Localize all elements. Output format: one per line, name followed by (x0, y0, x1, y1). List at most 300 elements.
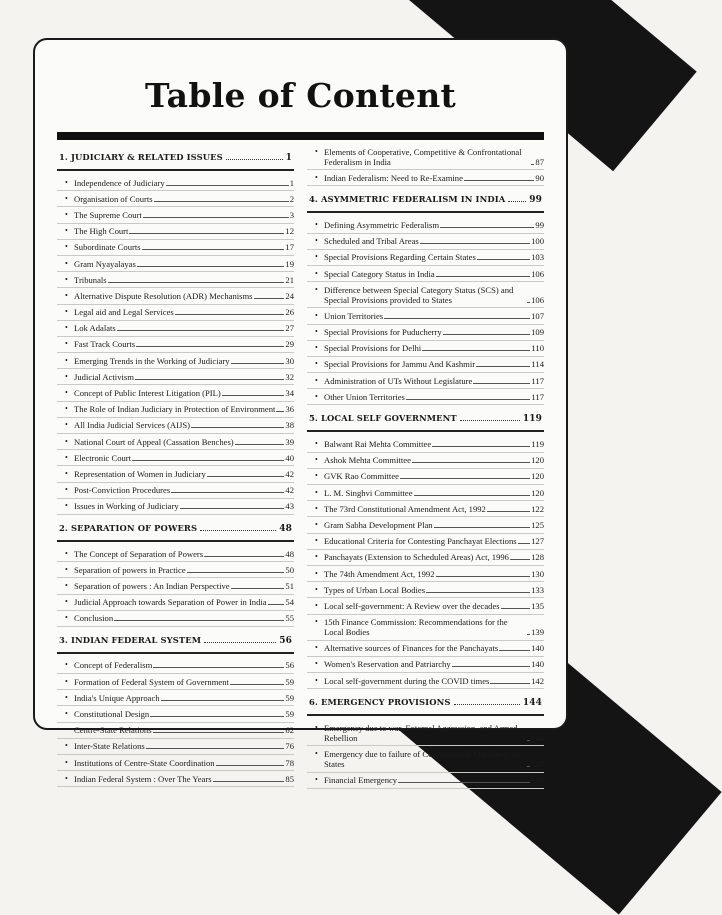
bullet-icon: • (315, 584, 318, 594)
entry-label: Special Category Status in India (324, 268, 435, 279)
entry-leader-line (527, 740, 530, 741)
entry-page-number: 56 (285, 660, 294, 671)
bullet-icon: • (315, 310, 318, 320)
entry-page-number: 87 (535, 156, 544, 167)
bullet-icon: • (65, 355, 68, 365)
entry-label: The Concept of Separation of Powers (74, 548, 204, 559)
section-title: 5. LOCAL SELF GOVERNMENT (309, 413, 457, 424)
entry-leader-line (400, 478, 530, 479)
entry-page-number: 117 (531, 375, 544, 386)
bullet-icon: • (65, 597, 68, 607)
bullet-icon: • (65, 339, 68, 349)
entry-label: Defining Asymmetric Federalism (324, 219, 440, 230)
entry-page-number: 32 (285, 371, 294, 382)
bullet-icon: • (315, 775, 318, 785)
entry-label: Alternative Dispute Resolution (ADR) Mechanisms (74, 290, 253, 301)
toc-card (33, 38, 568, 786)
toc-entry[interactable] (307, 673, 544, 689)
bullet-icon: • (315, 536, 318, 546)
entry-leader-line (490, 683, 530, 684)
toc-entry[interactable] (307, 373, 544, 389)
entry-page-number: 114 (531, 359, 544, 370)
entry-page-number: 78 (285, 757, 294, 768)
entry-page-number: 144 (531, 732, 544, 743)
dot-leader (204, 637, 276, 643)
entry-leader-line (426, 592, 530, 593)
entry-leader-line (527, 302, 530, 303)
bullet-icon: • (315, 552, 318, 562)
toc-entry[interactable] (57, 706, 294, 722)
toc-entry[interactable] (57, 385, 294, 401)
bullet-icon: • (65, 371, 68, 381)
bullet-icon: • (65, 436, 68, 446)
entry-page-number: 24 (285, 290, 294, 301)
entry-page-number: 90 (535, 172, 544, 183)
bullet-icon: • (65, 404, 68, 414)
entry-label: Issues in Working of Judiciary (74, 501, 179, 512)
bullet-icon: • (65, 468, 68, 478)
entry-page-number: 29 (285, 339, 294, 350)
dot-leader (200, 525, 276, 531)
toc-entry[interactable] (57, 256, 294, 272)
bullet-icon: • (315, 617, 318, 627)
entry-label: Alternative sources of Finances for the Panchayats (324, 643, 499, 654)
entry-leader-line (143, 217, 289, 218)
entry-label: Other Union Territories (324, 391, 405, 402)
entry-page-number: 17 (285, 242, 294, 253)
entry-leader-line (175, 314, 285, 315)
section-heading[interactable] (57, 627, 294, 654)
bullet-icon: • (315, 455, 318, 465)
entry-label: Indian Federal System : Over The Years (74, 773, 212, 784)
entry-page-number: 54 (285, 597, 294, 608)
toc-entry[interactable] (57, 434, 294, 450)
bullet-icon: • (315, 172, 318, 182)
entry-leader-line (499, 650, 530, 651)
entry-leader-line (216, 765, 285, 766)
bullet-icon: • (315, 503, 318, 513)
entry-leader-line (398, 782, 530, 783)
bullet-icon: • (315, 268, 318, 278)
entry-label: Special Provisions for Jammu And Kashmir (324, 359, 476, 370)
entry-leader-line (452, 666, 530, 667)
bullet-icon: • (315, 487, 318, 497)
bullet-icon: • (65, 725, 68, 735)
entry-page-number: 76 (285, 741, 294, 752)
toc-entry[interactable] (57, 690, 294, 706)
entry-page-number: 106 (531, 268, 544, 279)
toc-columns (57, 144, 544, 789)
entry-page-number: 19 (285, 258, 294, 269)
bullet-icon: • (65, 613, 68, 623)
bullet-icon: • (315, 375, 318, 385)
toc-entry[interactable] (307, 501, 544, 517)
toc-entry[interactable] (307, 250, 544, 266)
entry-leader-line (150, 716, 284, 717)
toc-entry[interactable] (307, 746, 544, 772)
bullet-icon: • (65, 485, 68, 495)
bullet-icon: • (65, 177, 68, 187)
toc-entry[interactable] (57, 499, 294, 515)
entry-leader-line (166, 185, 289, 186)
bullet-icon: • (65, 501, 68, 511)
entry-page-number: 27 (285, 323, 294, 334)
bullet-icon: • (65, 548, 68, 558)
toc-entry[interactable] (57, 739, 294, 755)
bullet-icon: • (315, 675, 318, 685)
section-page-number: 48 (279, 523, 292, 534)
bullet-icon: • (315, 749, 318, 759)
bullet-icon: • (65, 226, 68, 236)
entry-label: Institutions of Centre-State Coordination (74, 757, 215, 768)
entry-leader-line (235, 444, 285, 445)
toc-entry[interactable] (307, 641, 544, 657)
entry-label: Formation of Federal System of Government (74, 676, 229, 687)
bullet-icon: • (315, 659, 318, 669)
entry-leader-line (527, 634, 530, 635)
toc-entry[interactable] (57, 240, 294, 256)
entry-label: Scheduled and Tribal Areas (324, 236, 419, 247)
toc-entry[interactable] (57, 578, 294, 594)
toc-entry[interactable] (57, 321, 294, 337)
toc-entry[interactable] (307, 308, 544, 324)
entry-leader-line (129, 233, 284, 234)
entry-page-number: 42 (285, 485, 294, 496)
entry-label: Representation of Women in Judiciary (74, 468, 206, 479)
entry-leader-line (191, 427, 284, 428)
bullet-icon: • (65, 193, 68, 203)
entry-leader-line (531, 164, 534, 165)
section-heading[interactable] (57, 144, 294, 171)
entry-label: Women's Reservation and Patriarchy (324, 659, 451, 670)
entry-label: Conclusion (74, 613, 114, 624)
toc-entry[interactable] (307, 453, 544, 469)
entry-leader-line (501, 608, 530, 609)
entry-leader-line (464, 180, 535, 181)
entry-leader-line (154, 201, 289, 202)
section-page-number: 144 (522, 698, 542, 709)
bullet-icon: • (65, 660, 68, 670)
entry-label: Separation of powers : An Indian Perspective (74, 580, 230, 591)
bullet-icon: • (315, 327, 318, 337)
entry-label: Post-Conviction Procedures (74, 485, 171, 496)
bullet-icon: • (65, 388, 68, 398)
bullet-icon: • (315, 391, 318, 401)
bullet-icon: • (315, 343, 318, 353)
toc-entry[interactable] (57, 658, 294, 674)
bullet-icon: • (315, 284, 318, 294)
toc-entry[interactable] (57, 272, 294, 288)
entry-page-number: 12 (285, 226, 294, 237)
section-heading[interactable] (57, 515, 294, 542)
entry-label: Emerging Trends in the Working of Judiciary (74, 355, 230, 366)
toc-entry[interactable] (57, 595, 294, 611)
entry-page-number: 142 (531, 675, 544, 686)
entry-label: Independence of Judiciary (74, 177, 165, 188)
toc-entry[interactable] (57, 207, 294, 223)
entry-page-number: 50 (285, 564, 294, 575)
toc-entry[interactable] (57, 288, 294, 304)
toc-entry[interactable] (307, 325, 544, 341)
entry-page-number: 43 (285, 501, 294, 512)
toc-entry[interactable] (307, 282, 544, 308)
toc-entry[interactable] (307, 615, 544, 641)
dot-leader (226, 154, 283, 160)
title-rule (57, 132, 544, 140)
entry-label: National Court of Appeal (Cassation Benches) (74, 436, 234, 447)
entry-page-number: 21 (285, 274, 294, 285)
entry-label: The High Court (74, 226, 129, 237)
entry-leader-line (420, 243, 530, 244)
entry-page-number: 99 (535, 219, 544, 230)
toc-entry[interactable] (307, 217, 544, 233)
entry-page-number: 3 (289, 209, 294, 220)
entry-label: Balwant Rai Mehta Committee (324, 439, 432, 450)
entry-label: The Supreme Court (74, 209, 142, 220)
bullet-icon: • (315, 568, 318, 578)
toc-entry[interactable] (57, 755, 294, 771)
entry-page-number: 51 (285, 580, 294, 591)
entry-page-number: 122 (531, 503, 544, 514)
toc-entry[interactable] (57, 369, 294, 385)
entry-page-number: 130 (531, 568, 544, 579)
toc-entry[interactable] (307, 598, 544, 614)
entry-leader-line (254, 298, 285, 299)
entry-label: Emergency due to war, External Aggression, and Armed Rebellion (324, 722, 518, 743)
entry-leader-line (276, 411, 284, 412)
toc-left-column (57, 144, 294, 789)
entry-label: Separation of powers in Practice (74, 564, 186, 575)
bullet-icon: • (315, 439, 318, 449)
toc-entry[interactable] (307, 720, 544, 746)
entry-page-number: 147 (531, 759, 544, 770)
toc-entry[interactable] (57, 562, 294, 578)
bullet-icon: • (315, 600, 318, 610)
entry-leader-line (146, 748, 285, 749)
entry-page-number: 107 (531, 310, 544, 321)
entry-page-number: 139 (531, 627, 544, 638)
section-title: 2. SEPARATION OF POWERS (59, 522, 198, 533)
entry-page-number: 140 (531, 643, 544, 654)
entry-label: Centre-State Relations (74, 725, 152, 736)
toc-entry[interactable] (307, 469, 544, 485)
toc-entry[interactable] (57, 224, 294, 240)
bullet-icon: • (65, 420, 68, 430)
toc-entry[interactable] (307, 357, 544, 373)
entry-page-number: 38 (285, 420, 294, 431)
dot-leader (508, 196, 526, 202)
entry-label: Fast Track Courts (74, 339, 136, 350)
entry-page-number: 59 (285, 709, 294, 720)
bullet-icon: • (315, 471, 318, 481)
entry-page-number: 119 (531, 439, 544, 450)
section-heading[interactable] (307, 405, 544, 432)
entry-page-number: 36 (285, 404, 294, 415)
entry-page-number: 103 (531, 252, 544, 263)
entry-label: Panchayats (Extension to Scheduled Areas) Act, 1996 (324, 552, 509, 563)
toc-entry[interactable] (57, 483, 294, 499)
entry-leader-line (136, 346, 284, 347)
toc-right-column (307, 144, 544, 789)
entry-page-number: 55 (285, 613, 294, 624)
entry-label: Judicial Approach towards Separation of Power in India (74, 597, 267, 608)
entry-label: Judicial Activism (74, 371, 134, 382)
bullet-icon: • (65, 709, 68, 719)
entry-page-number: 2 (289, 193, 294, 204)
toc-entry[interactable] (57, 546, 294, 562)
entry-leader-line (132, 460, 284, 461)
entry-page-number: 125 (531, 519, 544, 530)
toc-entry[interactable] (307, 144, 544, 170)
bullet-icon: • (65, 773, 68, 783)
entry-leader-line (487, 511, 530, 512)
entry-label: Inter-State Relations (74, 741, 145, 752)
entry-leader-line (422, 350, 530, 351)
bullet-icon: • (65, 741, 68, 751)
bullet-icon: • (65, 452, 68, 462)
entry-leader-line (114, 620, 284, 621)
bullet-icon: • (315, 146, 318, 156)
toc-entry[interactable] (57, 674, 294, 690)
entry-page-number: 106 (531, 294, 544, 305)
entry-page-number: 133 (531, 584, 544, 595)
entry-label: The 73rd Constitutional Amendment Act, 1992 (324, 503, 486, 514)
entry-page-number: 39 (285, 436, 294, 447)
entry-label: Concept of Federalism (74, 660, 153, 671)
entry-leader-line (436, 576, 531, 577)
entry-leader-line (117, 330, 285, 331)
bullet-icon: • (65, 242, 68, 252)
entry-label: Elements of Cooperative, Competitive & Confrontational Federalism in India (324, 146, 522, 167)
bullet-icon: • (315, 219, 318, 229)
toc-entry[interactable] (57, 191, 294, 207)
section-title: 4. ASYMMETRIC FEDERALISM IN INDIA (309, 194, 506, 205)
toc-entry[interactable] (307, 485, 544, 501)
section-heading[interactable] (307, 689, 544, 716)
toc-entry[interactable] (57, 402, 294, 418)
toc-entry[interactable] (307, 657, 544, 673)
entry-leader-line (476, 366, 530, 367)
toc-entry[interactable] (57, 353, 294, 369)
entry-label: Organisation of Courts (74, 193, 153, 204)
entry-leader-line (384, 318, 530, 319)
bullet-icon: • (65, 274, 68, 284)
entry-label: All India Judicial Services (AIJS) (74, 420, 190, 431)
toc-entry[interactable] (57, 611, 294, 627)
entry-page-number: 120 (531, 487, 544, 498)
bullet-icon: • (65, 580, 68, 590)
toc-entry[interactable] (307, 773, 544, 789)
section-page-number: 56 (279, 635, 292, 646)
entry-page-number: 1 (289, 177, 294, 188)
toc-entry[interactable] (307, 517, 544, 533)
entry-label: 15th Finance Commission: Recommendations for the Local Bodies (324, 617, 508, 638)
toc-entry[interactable] (307, 550, 544, 566)
toc-entry[interactable] (307, 389, 544, 405)
entry-leader-line (153, 667, 284, 668)
entry-label: India's Unique Approach (74, 692, 160, 703)
section-title: 3. INDIAN FEDERAL SYSTEM (59, 634, 202, 645)
entry-page-number: 100 (531, 236, 544, 247)
toc-entry[interactable] (57, 466, 294, 482)
entry-page-number: 40 (285, 452, 294, 463)
toc-entry[interactable] (57, 771, 294, 787)
entry-label: Concept of Public Interest Litigation (PIL) (74, 388, 221, 399)
entry-label: L. M. Singhvi Committee (324, 487, 413, 498)
entry-leader-line (171, 492, 284, 493)
entry-label: Emergency due to failure of Constitutional Machinery in States (324, 749, 520, 770)
toc-entry[interactable] (57, 450, 294, 466)
bullet-icon: • (65, 692, 68, 702)
toc-entry[interactable] (307, 170, 544, 186)
section-page-number: 1 (285, 153, 292, 163)
entry-leader-line (406, 399, 531, 400)
entry-page-number: 120 (531, 455, 544, 466)
entry-label: Administration of UTs Without Legislature (324, 375, 473, 386)
toc-entry[interactable] (57, 337, 294, 353)
toc-entry[interactable] (307, 566, 544, 582)
entry-label: The 74th Amendment Act, 1992 (324, 568, 435, 579)
entry-leader-line (436, 276, 530, 277)
toc-entry[interactable] (307, 234, 544, 250)
toc-entry[interactable] (307, 266, 544, 282)
toc-entry[interactable] (57, 175, 294, 191)
entry-leader-line (161, 700, 285, 701)
dot-leader (460, 415, 520, 421)
entry-label: Types of Urban Local Bodies (324, 584, 426, 595)
toc-entry[interactable] (57, 305, 294, 321)
entry-page-number: 120 (531, 471, 544, 482)
entry-page-number: 128 (531, 552, 544, 563)
toc-entry[interactable] (307, 534, 544, 550)
section-title: 1. JUDICIARY & RELATED ISSUES (59, 152, 223, 162)
entry-page-number: 85 (285, 773, 294, 784)
entry-page-number: 150 (531, 775, 544, 786)
entry-label: Subordinate Courts (74, 242, 141, 253)
entry-leader-line (268, 604, 285, 605)
entry-page-number: 48 (285, 548, 294, 559)
entry-leader-line (213, 781, 285, 782)
toc-entry[interactable] (57, 418, 294, 434)
section-heading[interactable] (307, 186, 544, 213)
entry-leader-line (222, 395, 285, 396)
section-page-number: 119 (522, 414, 542, 425)
toc-entry[interactable] (307, 582, 544, 598)
section-title: 6. EMERGENCY PROVISIONS (309, 697, 451, 708)
entry-label: Constitutional Design (74, 709, 150, 720)
toc-entry[interactable] (57, 723, 294, 739)
entry-page-number: 117 (531, 391, 544, 402)
entry-page-number: 135 (531, 600, 544, 611)
entry-leader-line (443, 334, 530, 335)
entry-page-number: 26 (285, 307, 294, 318)
entry-page-number: 109 (531, 327, 544, 338)
entry-leader-line (477, 259, 530, 260)
bullet-icon: • (65, 209, 68, 219)
toc-entry[interactable] (307, 341, 544, 357)
bullet-icon: • (315, 359, 318, 369)
entry-label: Tribunals (74, 274, 107, 285)
entry-label: Electronic Court (74, 452, 132, 463)
entry-leader-line (108, 282, 285, 283)
toc-entry[interactable] (307, 436, 544, 452)
entry-label: Educational Criteria for Contesting Panchayat Elections (324, 536, 517, 547)
entry-page-number: 34 (285, 388, 294, 399)
entry-label: Difference between Special Category Status (SCS) and Special Provisions provided to States (324, 284, 514, 305)
entry-page-number: 42 (285, 468, 294, 479)
entry-label: Special Provisions for Puducherry (324, 327, 442, 338)
entry-leader-line (432, 446, 530, 447)
